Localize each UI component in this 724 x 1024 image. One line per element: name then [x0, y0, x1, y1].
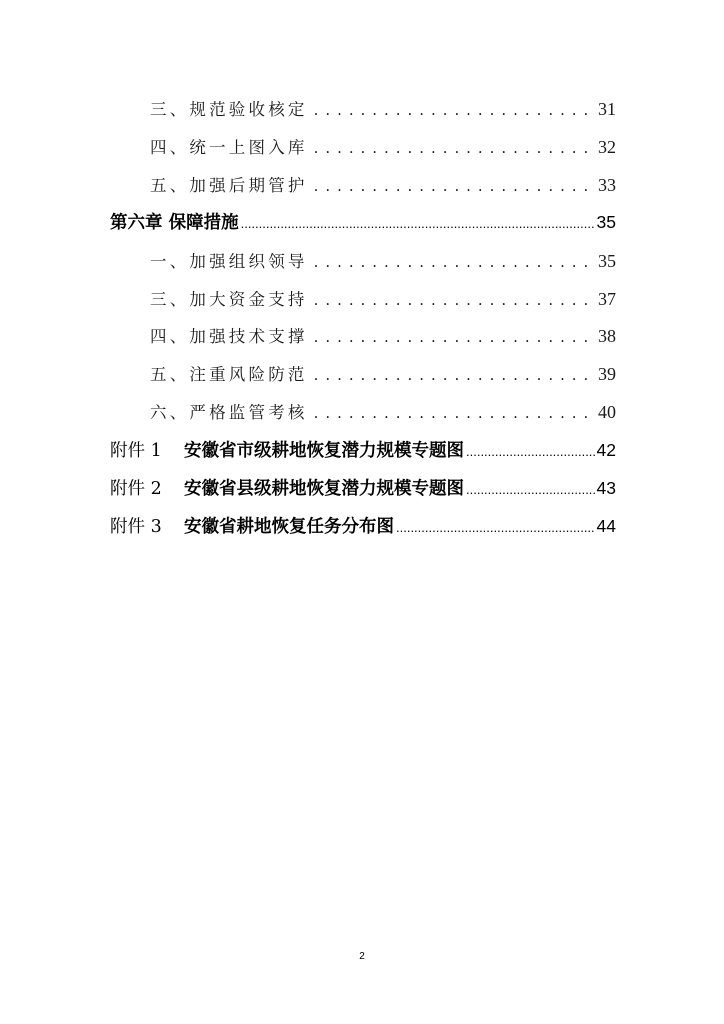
- toc-entry-title: 三、加大资金支持: [150, 290, 308, 309]
- toc-entry-section[interactable]: [150, 361, 616, 385]
- dot-leader: [314, 139, 590, 157]
- toc-entry-page-number: 35: [596, 212, 616, 232]
- toc-entry-section[interactable]: [150, 323, 616, 347]
- toc-entry-appendix[interactable]: [110, 513, 616, 538]
- toc-entry-page-number: 38: [598, 326, 616, 346]
- toc-entry-appendix[interactable]: [110, 437, 616, 462]
- toc-entry-title: 六、严格监管考核: [150, 403, 308, 422]
- page-number: 2: [359, 951, 365, 962]
- toc-entry-section[interactable]: [150, 134, 616, 158]
- toc-entry-title: 安徽省耕地恢复任务分布图: [184, 517, 394, 537]
- toc-entry-page-number: 37: [598, 289, 616, 309]
- toc-entry-page-number: 44: [596, 516, 616, 536]
- appendix-label: 附件 3: [110, 517, 162, 537]
- toc-entry-page-number: 31: [598, 99, 616, 119]
- toc-entry-appendix[interactable]: [110, 475, 616, 500]
- toc-entry-page-number: 40: [598, 402, 616, 422]
- toc-entry-title: 五、加强后期管护: [150, 176, 308, 195]
- appendix-label: 附件 2: [110, 479, 162, 499]
- dot-leader: [314, 366, 590, 384]
- toc-entry-section[interactable]: [150, 172, 616, 196]
- toc-entry-page-number: 42: [596, 440, 616, 460]
- dot-leader: [314, 177, 590, 195]
- dot-leader: [466, 444, 595, 459]
- toc-entry-section[interactable]: [150, 96, 616, 120]
- toc-entry-title: 安徽省市级耕地恢复潜力规模专题图: [184, 441, 464, 461]
- toc-entry-page-number: 33: [598, 175, 616, 195]
- toc-entry-section[interactable]: [150, 286, 616, 310]
- appendix-label: 附件 1: [110, 441, 162, 461]
- dot-leader: [314, 253, 590, 271]
- toc-entry-page-number: 39: [598, 364, 616, 384]
- toc-entry-title: 三、规范验收核定: [150, 100, 308, 119]
- toc-entry-title: 一、加强组织领导: [150, 252, 308, 271]
- dot-leader: [314, 328, 590, 346]
- toc-entry-title: 四、加强技术支撑: [150, 327, 308, 346]
- toc-entry-title: 第六章 保障措施: [110, 213, 239, 233]
- dot-leader: [314, 291, 590, 309]
- toc-entry-page-number: 35: [598, 251, 616, 271]
- dot-leader: [314, 101, 590, 119]
- toc-entry-chapter[interactable]: [110, 209, 616, 234]
- toc-entry-title: 四、统一上图入库: [150, 138, 308, 157]
- dot-leader: [466, 482, 595, 497]
- toc-entry-page-number: 43: [596, 478, 616, 498]
- dot-leader: [314, 404, 590, 422]
- dot-leader: [396, 520, 595, 535]
- dot-leader: [241, 216, 595, 231]
- toc-entry-title: 安徽省县级耕地恢复潜力规模专题图: [184, 479, 464, 499]
- toc-entry-title: 五、注重风险防范: [150, 365, 308, 384]
- toc-entry-section[interactable]: [150, 399, 616, 423]
- toc-entry-section[interactable]: [150, 248, 616, 272]
- toc-entry-page-number: 32: [598, 137, 616, 157]
